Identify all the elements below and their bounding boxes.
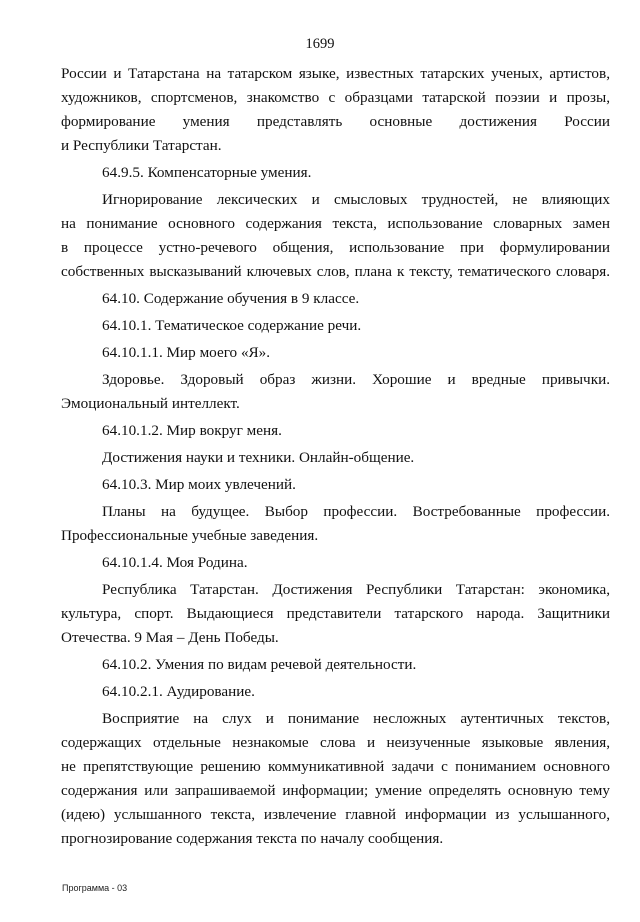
text-line: и Республики Татарстан. (61, 137, 222, 154)
text-line: содержания или запрашиваемой информации; умение определять основную тему (61, 782, 610, 799)
text-line: 64.10.2. Умения по видам речевой деятельности. (102, 656, 417, 673)
text-line: 64.9.5. Компенсаторные умения. (102, 164, 312, 181)
text-line: 64.10. Содержание обучения в 9 классе. (102, 290, 360, 307)
text-line: Восприятие на слух и понимание несложных аутентичных текстов, (102, 710, 610, 727)
text-line: Планы на будущее. Выбор профессии. Востребованные профессии. (102, 503, 610, 520)
text-line: 64.10.1.2. Мир вокруг меня. (102, 422, 282, 439)
text-line: собственных высказываний ключевых слов, плана к тексту, тематического словаря. (61, 263, 610, 280)
text-line: 64.10.2.1. Аудирование. (102, 683, 255, 700)
text-line: 64.10.1. Тематическое содержание речи. (102, 317, 362, 334)
text-line: Игнорирование лексических и смысловых трудностей, не влияющих (102, 191, 610, 208)
text-line: 64.10.3. Мир моих увлечений. (102, 476, 296, 493)
text-line: культура, спорт. Выдающиеся представители татарского народа. Защитники (61, 605, 610, 622)
page-footer: Программа - 03 (62, 883, 128, 893)
text-line: не препятствующие решению коммуникативной задачи с пониманием основного (61, 758, 610, 775)
text-line: Республика Татарстан. Достижения Республики Татарстан: экономика, (102, 581, 610, 598)
text-line: художников, спортсменов, знакомство с образцами татарской поэзии и прозы, (61, 89, 610, 106)
text-line: в процессе устно-речевого общения, использование при формулировании (61, 239, 610, 256)
text-line: Профессиональные учебные заведения. (61, 527, 319, 544)
text-line: формирование умения представлять основные достижения России (61, 113, 610, 130)
document-body (61, 62, 610, 851)
text-line: Отечества. 9 Мая – День Победы. (61, 629, 279, 646)
text-line: Эмоциональный интеллект. (61, 395, 240, 412)
text-line: (идею) услышанного текста, извлечение главной информации из услышанного, (61, 806, 610, 823)
text-line: Достижения науки и техники. Онлайн-общение. (102, 449, 415, 466)
text-line: 64.10.1.1. Мир моего «Я». (102, 344, 271, 361)
text-line: прогнозирование содержания текста по началу сообщения. (61, 830, 444, 847)
text-line: 64.10.1.4. Моя Родина. (102, 554, 248, 571)
page-number: 1699 (305, 36, 335, 52)
text-line: России и Татарстана на татарском языке, известных татарских ученых, артистов, (61, 65, 610, 82)
text-line: Здоровье. Здоровый образ жизни. Хорошие и вредные привычки. (102, 371, 610, 388)
text-line: на понимание основного содержания текста, использование словарных замен (61, 215, 610, 232)
text-line: содержащих отдельные незнакомые слова и неизученные языковые явления, (61, 734, 610, 751)
